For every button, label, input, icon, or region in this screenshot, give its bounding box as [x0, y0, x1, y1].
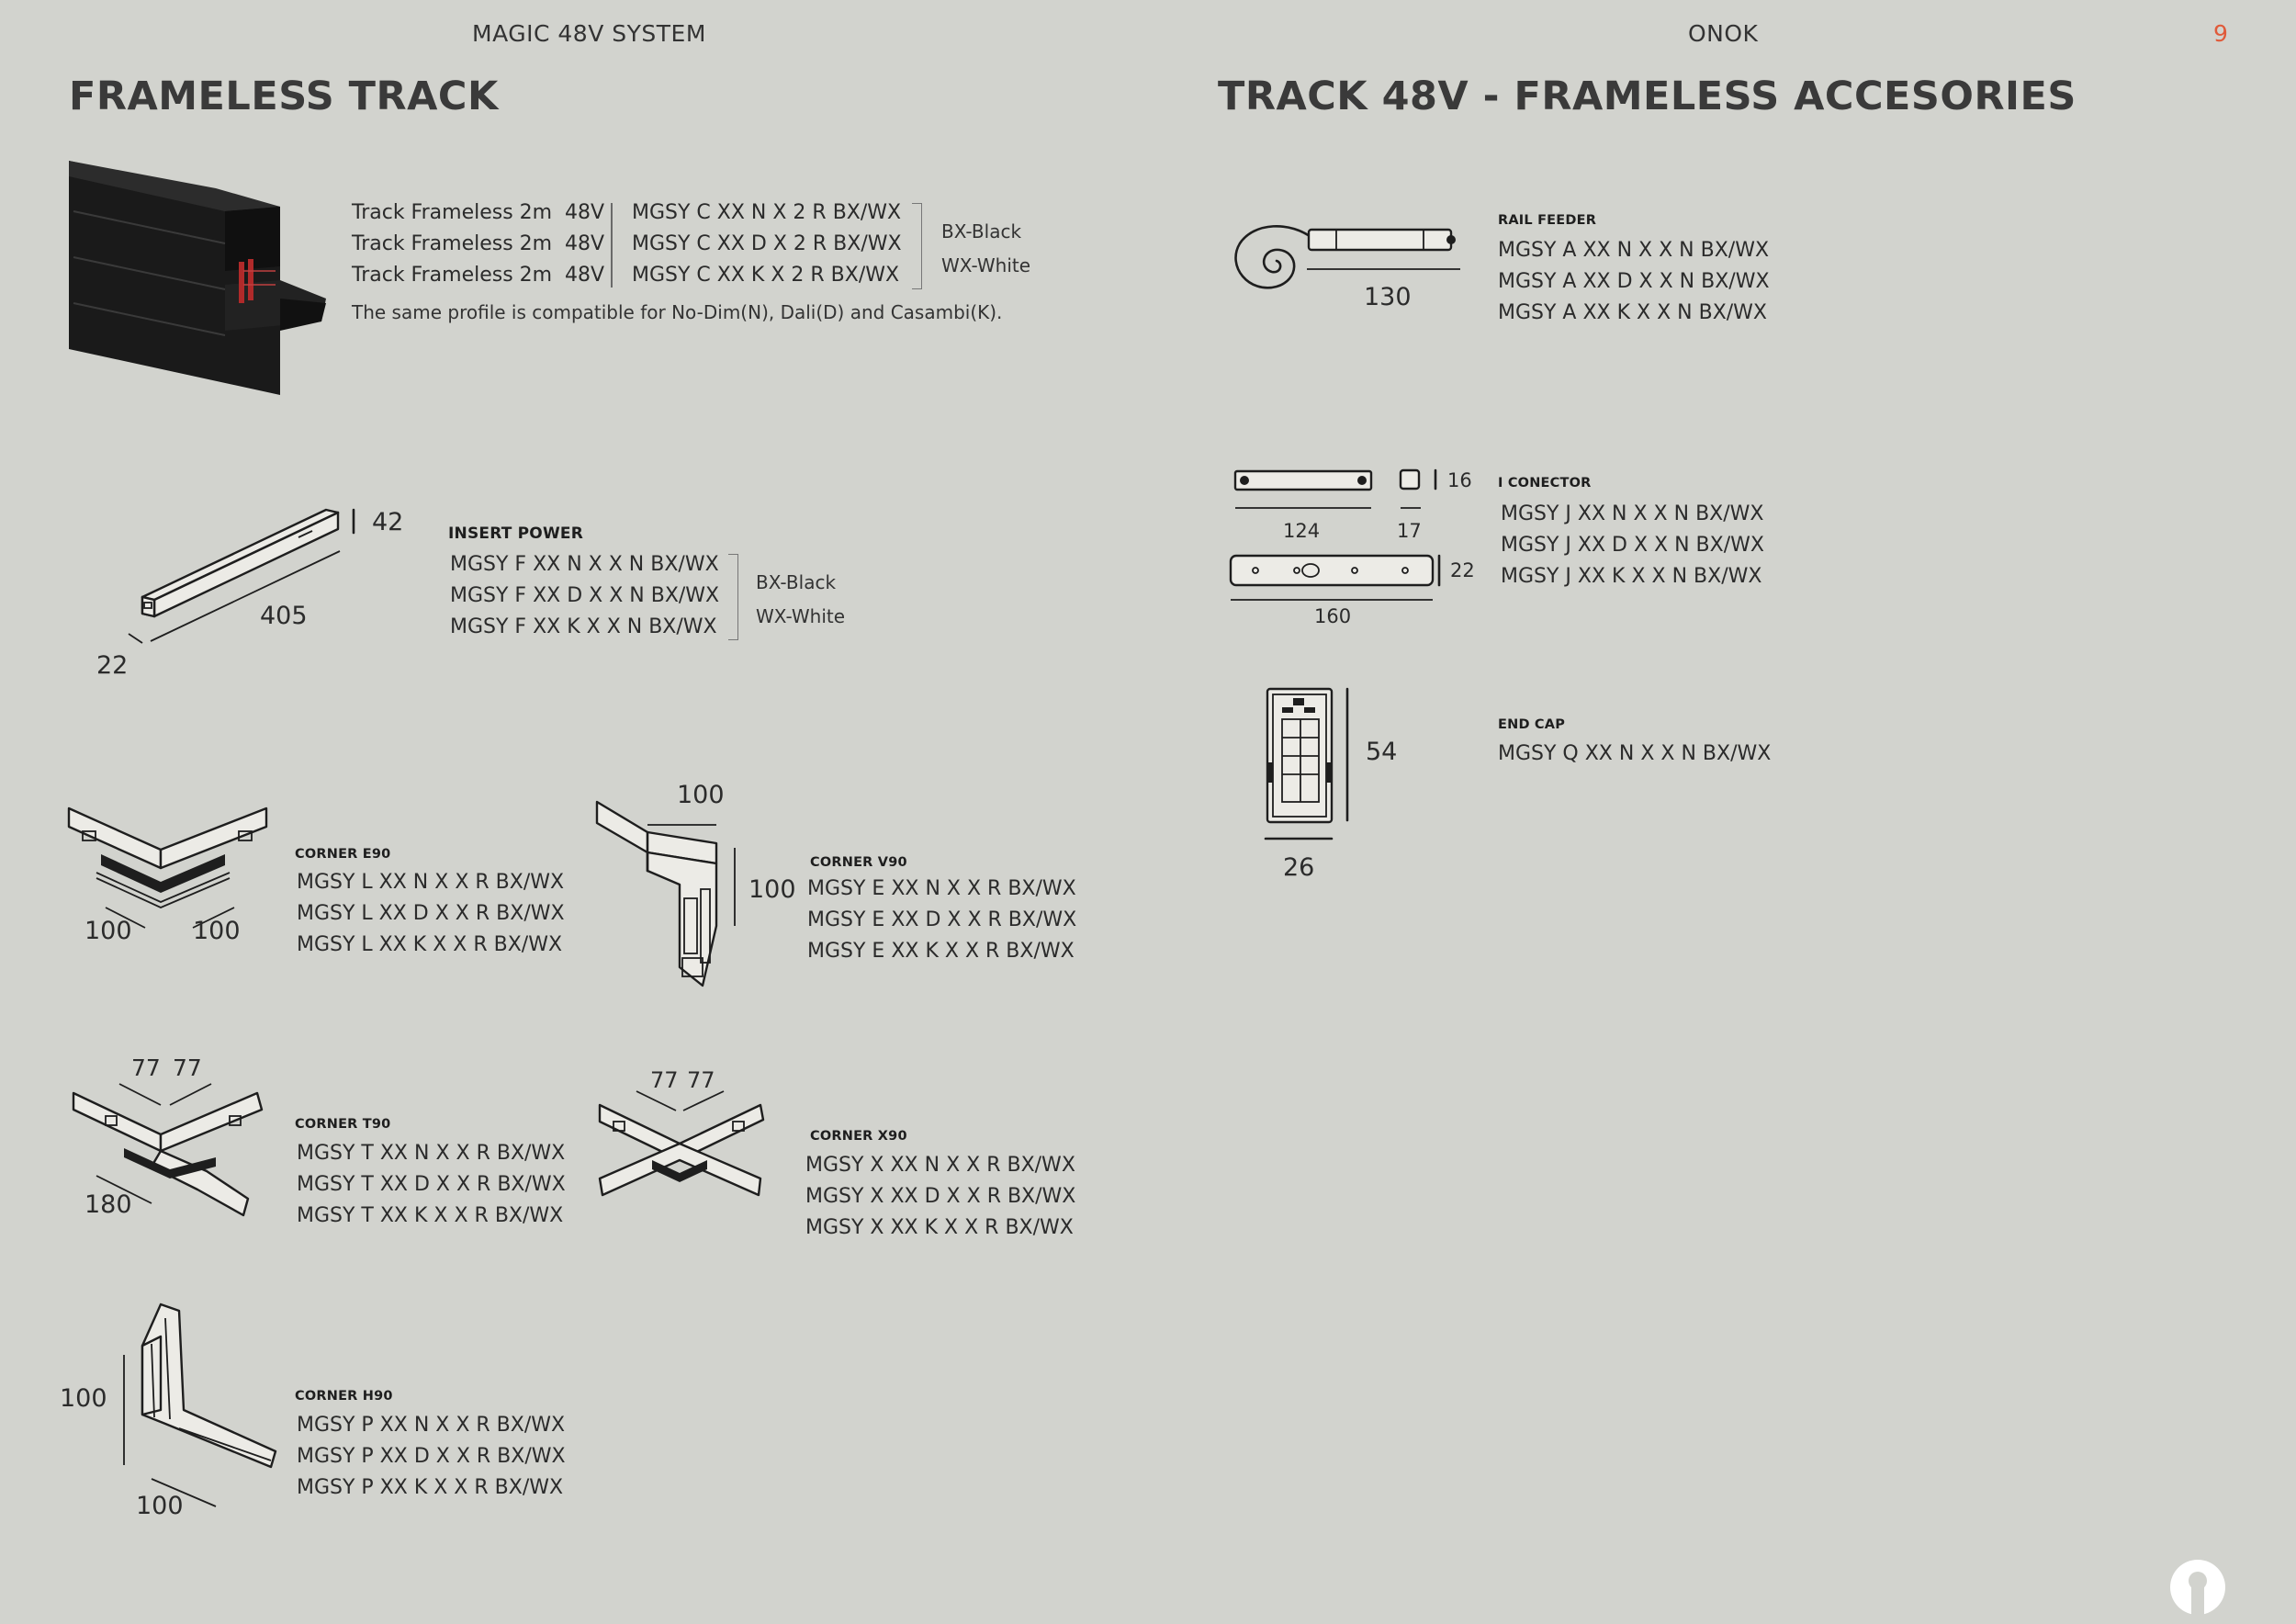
- track-note: The same profile is compatible for No-Dim(N), Dali(D) and Casambi(K).: [352, 301, 1003, 323]
- corner-t90-title: CORNER T90: [295, 1117, 391, 1132]
- insert-power-dim-height: 42: [372, 508, 404, 536]
- product-code: MGSY L XX K X X R BX/WX: [297, 933, 563, 956]
- corner-t90-dim-a: 77: [131, 1054, 161, 1081]
- end-cap-dim-height: 54: [1366, 738, 1398, 766]
- corner-x90-title: CORNER X90: [810, 1129, 907, 1144]
- color-brace: [728, 554, 738, 640]
- corner-x90-dim-b: 77: [687, 1067, 715, 1093]
- i-conector-title: I CONECTOR: [1498, 476, 1592, 491]
- product-code: MGSY L XX D X X R BX/WX: [297, 902, 565, 925]
- corner-t90-dim-c: 180: [84, 1190, 132, 1219]
- corner-v90-dim-a: 100: [677, 781, 725, 809]
- product-code: MGSY F XX N X X N BX/WX: [450, 553, 719, 576]
- rail-feeder-title: RAIL FEEDER: [1498, 213, 1597, 228]
- product-code: MGSY F XX D X X N BX/WX: [450, 584, 720, 607]
- product-code: MGSY T XX K X X R BX/WX: [297, 1204, 564, 1227]
- rail-feeder-illustration: [1226, 211, 1465, 303]
- product-code: MGSY J XX N X X N BX/WX: [1501, 502, 1764, 525]
- corner-h90-dim-a: 100: [60, 1384, 107, 1413]
- product-code: MGSY T XX D X X R BX/WX: [297, 1173, 566, 1196]
- corner-h90-illustration: [110, 1300, 285, 1506]
- track-code: MGSY C XX K X 2 R BX/WX: [632, 264, 900, 287]
- corner-v90-codes: [807, 874, 1076, 967]
- product-code: MGSY E XX D X X R BX/WX: [807, 908, 1077, 931]
- corner-h90-dim-b: 100: [136, 1492, 184, 1520]
- insert-power-dim-length: 405: [260, 602, 308, 630]
- insert-power-codes: [450, 549, 719, 643]
- color-option-white: WX-White: [941, 254, 1031, 276]
- product-code: MGSY A XX N X X N BX/WX: [1498, 239, 1770, 262]
- product-code: MGSY Q XX N X X N BX/WX: [1498, 742, 1772, 765]
- product-code: MGSY P XX N X X R BX/WX: [297, 1414, 566, 1437]
- product-code: MGSY A XX K X X N BX/WX: [1498, 301, 1768, 324]
- i-conector-illustration: [1226, 464, 1483, 625]
- corner-t90-dim-b: 77: [173, 1054, 202, 1081]
- i-conector-dim-e: 22: [1450, 559, 1475, 581]
- i-conector-codes: [1501, 499, 1764, 592]
- color-option-black: BX-Black: [941, 220, 1022, 242]
- right-title: TRACK 48V - FRAMELESS ACCESORIES: [1218, 73, 2077, 119]
- color-brace: [912, 203, 922, 289]
- brand-logo: [2166, 1555, 2230, 1619]
- end-cap-dim-width: 26: [1283, 853, 1315, 882]
- track-voltage: 48V: [565, 264, 605, 287]
- product-code: MGSY F XX K X X N BX/WX: [450, 615, 717, 638]
- track-name: Track Frameless 2m: [352, 264, 553, 287]
- product-code: MGSY X XX K X X R BX/WX: [805, 1216, 1074, 1239]
- product-code: MGSY T XX N X X R BX/WX: [297, 1142, 566, 1165]
- insert-power-title: INSERT POWER: [448, 524, 584, 543]
- insert-power-dim-width: 22: [96, 651, 129, 680]
- color-option-black: BX-Black: [756, 571, 837, 593]
- end-cap-codes: [1498, 739, 1771, 770]
- corner-v90-title: CORNER V90: [810, 855, 907, 870]
- product-code: MGSY J XX K X X N BX/WX: [1501, 565, 1762, 588]
- i-conector-dim-a: 124: [1283, 520, 1321, 542]
- product-code: MGSY E XX N X X R BX/WX: [807, 877, 1076, 900]
- corner-e90-codes: [297, 867, 565, 961]
- i-conector-dim-b: 17: [1397, 520, 1422, 542]
- corner-e90-title: CORNER E90: [295, 847, 391, 862]
- track-code: MGSY C XX D X 2 R BX/WX: [632, 232, 902, 255]
- corner-x90-codes: [805, 1150, 1075, 1244]
- color-option-white: WX-White: [756, 605, 846, 627]
- product-code: MGSY P XX D X X R BX/WX: [297, 1445, 566, 1468]
- product-code: MGSY X XX D X X R BX/WX: [805, 1185, 1076, 1208]
- insert-power-illustration: [92, 496, 386, 698]
- page-number: 9: [2213, 20, 2229, 47]
- end-cap-title: END CAP: [1498, 717, 1566, 732]
- track-name: Track Frameless 2m: [352, 201, 553, 224]
- corner-e90-dim-a: 100: [84, 917, 132, 945]
- corner-v90-dim-b: 100: [748, 875, 796, 904]
- corner-x90-illustration: [595, 1087, 770, 1224]
- corner-e90-dim-b: 100: [193, 917, 241, 945]
- product-code: MGSY P XX K X X R BX/WX: [297, 1476, 564, 1499]
- corner-x90-dim-a: 77: [650, 1067, 679, 1093]
- header-right: ONOK: [1688, 20, 1759, 47]
- product-code: MGSY L XX N X X R BX/WX: [297, 871, 565, 894]
- i-conector-dim-d: 160: [1314, 605, 1352, 627]
- left-title: FRAMELESS TRACK: [69, 73, 499, 119]
- product-code: MGSY A XX D X X N BX/WX: [1498, 270, 1770, 293]
- product-code: MGSY X XX N X X R BX/WX: [805, 1154, 1075, 1177]
- end-cap-illustration: [1258, 684, 1359, 845]
- corner-t90-codes: [297, 1138, 566, 1232]
- column-divider: [611, 203, 613, 288]
- product-code: MGSY J XX D X X N BX/WX: [1501, 534, 1764, 557]
- rail-feeder-dim-length: 130: [1364, 283, 1412, 311]
- rail-feeder-codes: [1498, 235, 1770, 329]
- corner-h90-title: CORNER H90: [295, 1389, 393, 1404]
- i-conector-dim-c: 16: [1447, 469, 1472, 491]
- track-voltage: 48V: [565, 201, 605, 224]
- track-profile-illustration: [64, 156, 331, 404]
- product-code: MGSY E XX K X X R BX/WX: [807, 940, 1075, 963]
- track-code: MGSY C XX N X 2 R BX/WX: [632, 201, 902, 224]
- header-left: MAGIC 48V SYSTEM: [472, 20, 706, 47]
- corner-h90-codes: [297, 1410, 566, 1504]
- track-voltage: 48V: [565, 232, 605, 255]
- track-name: Track Frameless 2m: [352, 232, 553, 255]
